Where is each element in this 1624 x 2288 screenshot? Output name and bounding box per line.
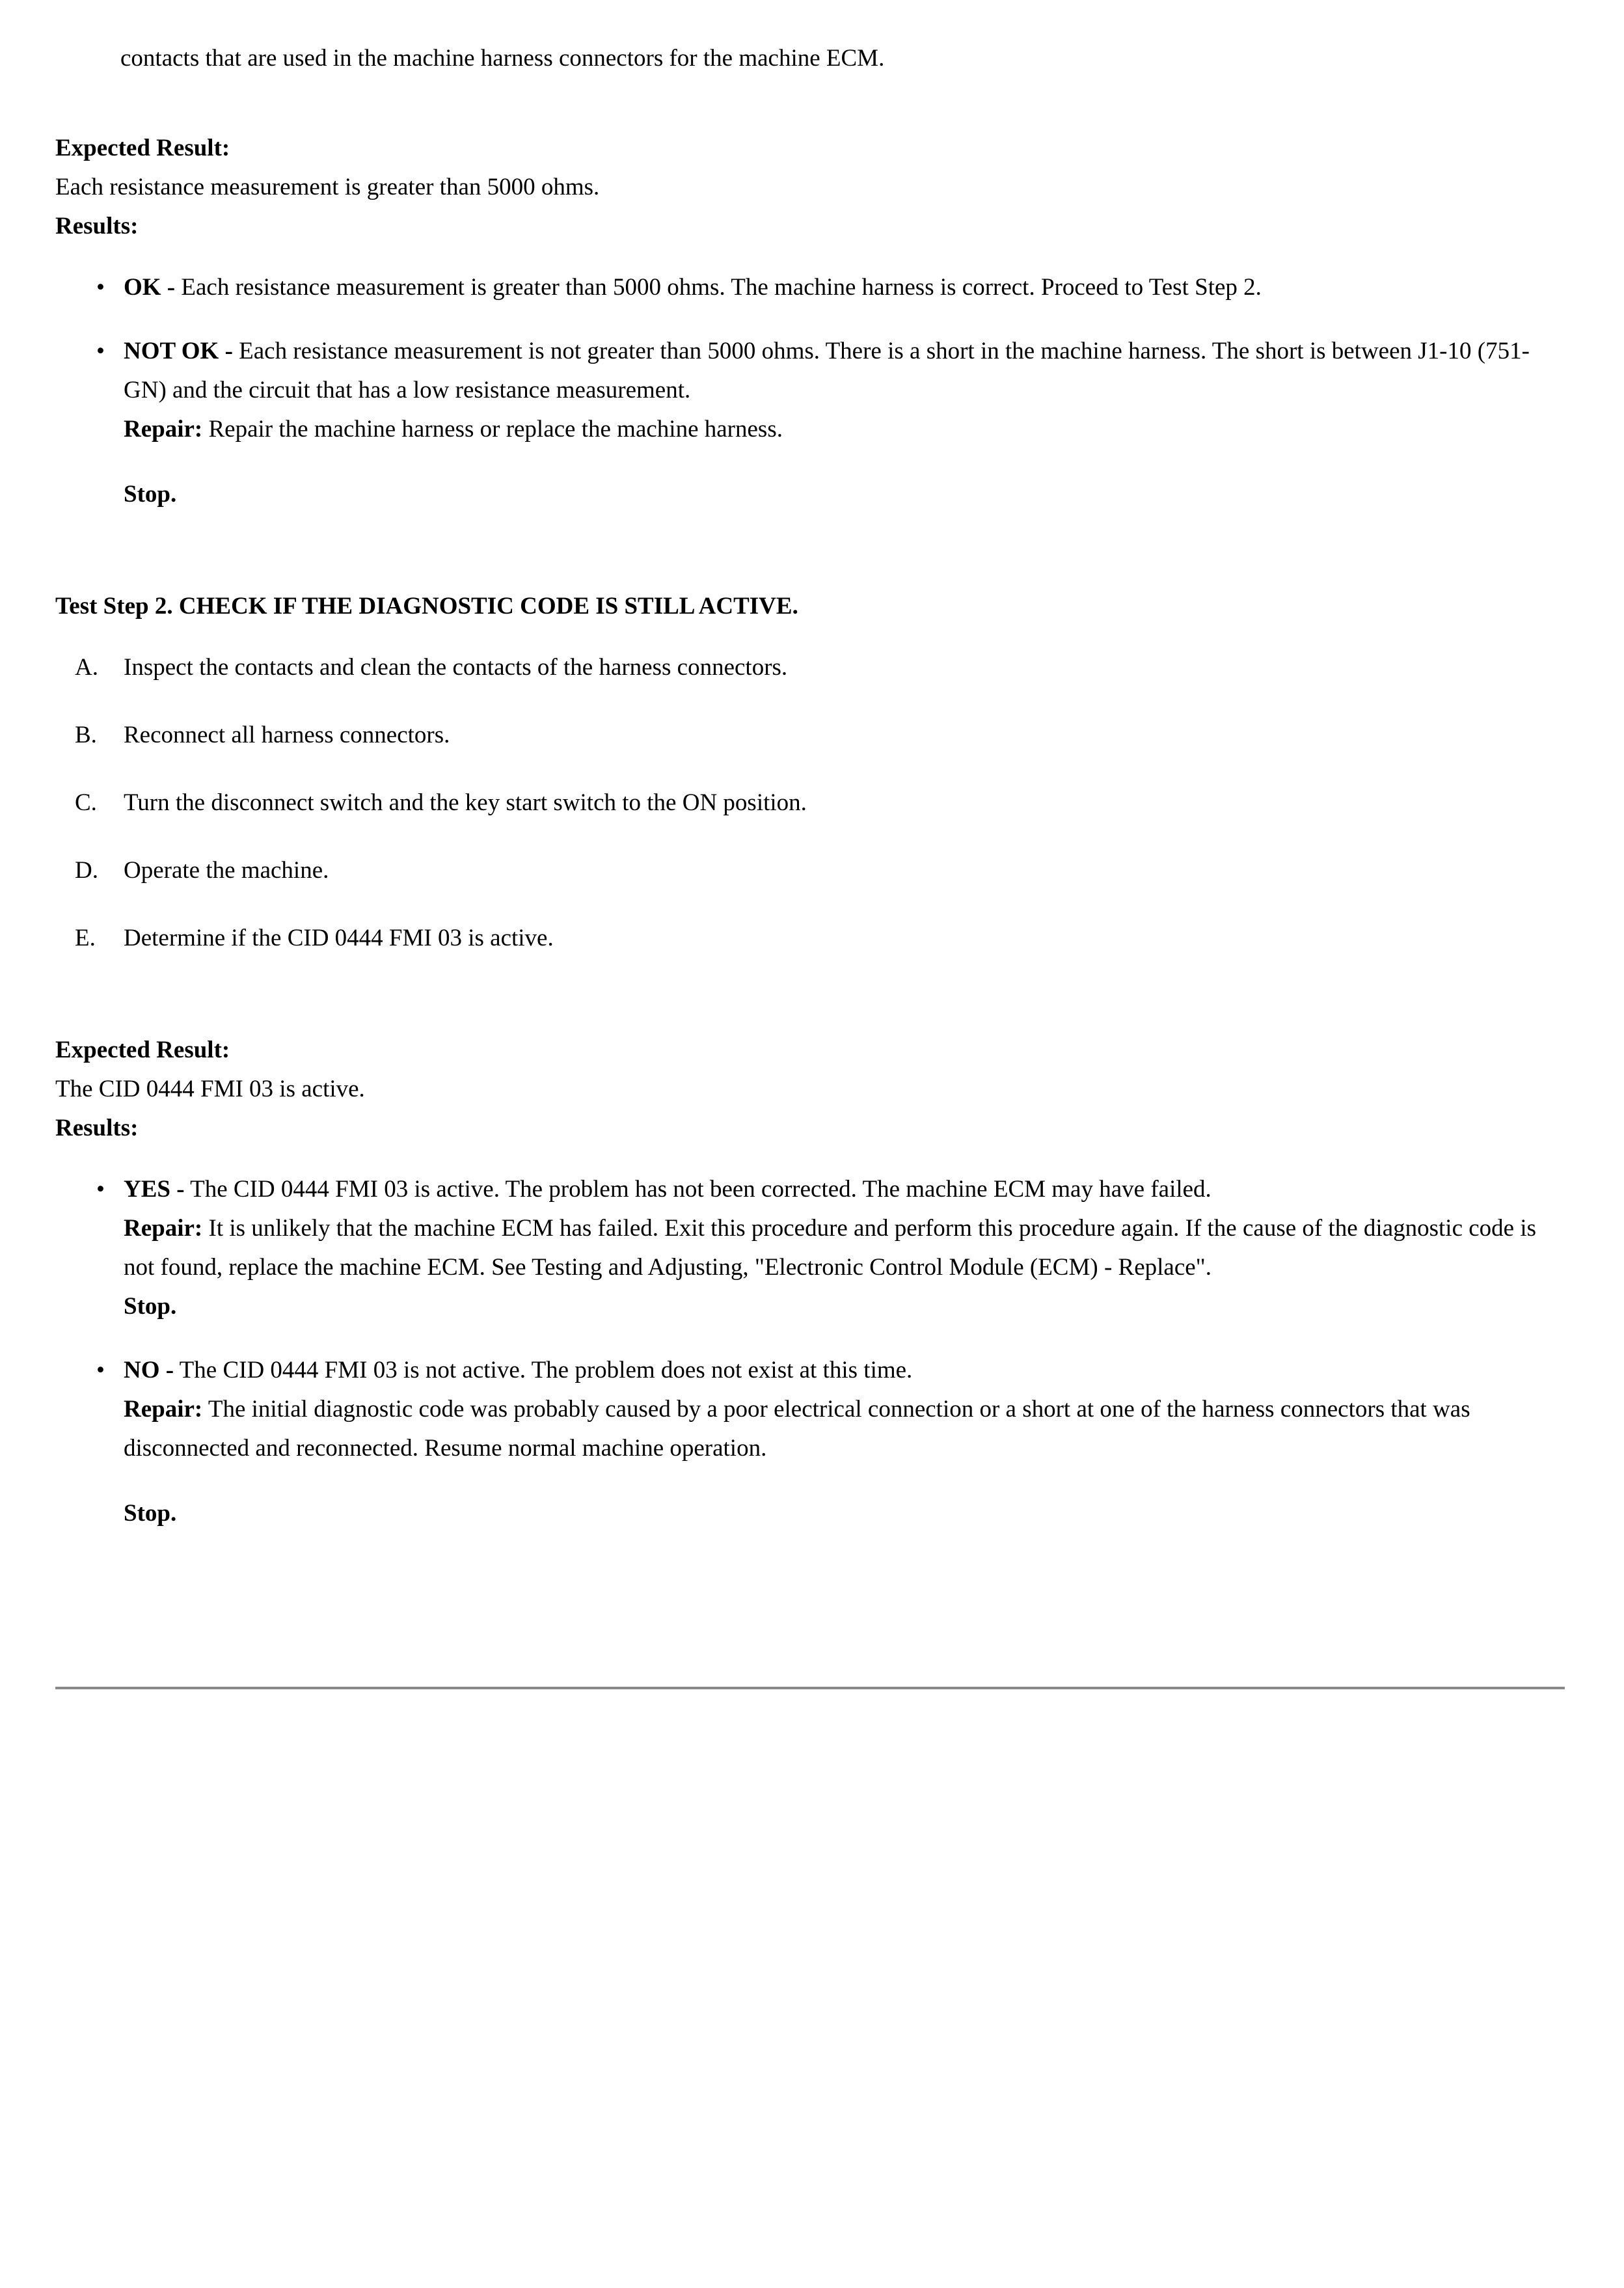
expected-result-label-2: Expected Result:	[55, 1037, 230, 1063]
footer-divider	[55, 1687, 1565, 1689]
list-item	[55, 919, 1568, 958]
bullet-marker-icon: •	[96, 274, 105, 301]
repair-text: It is unlikely that the machine ECM has failed. Exit this procedure and perform this procedure again. If the cause of the diagnostic code is not found, replace the machine ECM. See Testing and Adjusting, "Electronic Control Module (ECM) - Replace".	[124, 1215, 1537, 1281]
step-marker: C.	[75, 789, 97, 816]
lead-continuation-paragraph: contacts that are used in the machine harness connectors for the machine ECM.	[120, 45, 885, 72]
result-label: NO -	[124, 1357, 174, 1383]
expected-result-label-1: Expected Result:	[55, 135, 230, 161]
step-text: Determine if the CID 0444 FMI 03 is active.	[124, 925, 554, 951]
bullet-marker-icon: •	[96, 1176, 105, 1203]
step-text: Turn the disconnect switch and the key start switch to the ON position.	[124, 789, 807, 816]
expected-result-text-1: Each resistance measurement is greater than 5000 ohms.	[55, 174, 600, 200]
stop-text: Stop.	[124, 1293, 177, 1320]
test-step-two-section	[55, 587, 1568, 958]
repair-label: Repair:	[124, 416, 203, 443]
step-marker: A.	[75, 654, 98, 681]
step-marker: B.	[75, 722, 97, 748]
list-item	[55, 648, 1568, 687]
repair-line	[124, 1390, 1568, 1468]
spacer	[55, 1148, 1568, 1170]
spacer	[55, 246, 1568, 268]
list-item	[55, 1170, 1568, 1326]
test-step-heading: Test Step 2. CHECK IF THE DIAGNOSTIC CODE IS STILL ACTIVE.	[55, 593, 798, 620]
results-bullet-list-1	[55, 268, 1568, 514]
repair-line	[124, 1209, 1568, 1287]
expected-result-text-2: The CID 0444 FMI 03 is active.	[55, 1076, 365, 1102]
step-text: Reconnect all harness connectors.	[124, 722, 450, 748]
stop-text: Stop.	[124, 1500, 177, 1527]
result-text: The CID 0444 FMI 03 is active. The problem has not been corrected. The machine ECM may have failed.	[190, 1176, 1211, 1203]
list-item	[55, 851, 1568, 890]
list-item	[55, 783, 1568, 823]
repair-text: The initial diagnostic code was probably caused by a poor electrical connection or a short at one of the harness connectors that was disconnected and reconnected. Resume normal machine operation.	[124, 1396, 1470, 1462]
step-marker: E.	[75, 925, 96, 951]
bullet-marker-icon: •	[96, 1357, 105, 1383]
result-label: YES -	[124, 1176, 185, 1203]
result-text: Each resistance measurement is greater than 5000 ohms. The machine harness is correct. Proceed to Test Step 2.	[181, 274, 1262, 301]
section-one	[55, 129, 1568, 514]
repair-label: Repair:	[124, 1396, 203, 1423]
spacer	[55, 565, 1568, 587]
spacer	[55, 514, 1568, 565]
list-item	[55, 1351, 1568, 1533]
list-item	[55, 268, 1568, 307]
results-label-2: Results:	[55, 1115, 139, 1141]
repair-label: Repair:	[124, 1215, 203, 1242]
results-label-1: Results:	[55, 213, 139, 239]
repair-text: Repair the machine harness or replace the machine harness.	[208, 416, 783, 443]
page-content	[55, 0, 1568, 1533]
repair-line	[124, 410, 1568, 449]
spacer	[55, 958, 1568, 1009]
section-two	[55, 1031, 1568, 1533]
result-label: NOT OK -	[124, 338, 233, 364]
step-text: Inspect the contacts and clean the contacts of the harness connectors.	[124, 654, 788, 681]
spacer	[55, 626, 1568, 648]
list-item	[55, 716, 1568, 755]
spacer	[55, 1009, 1568, 1031]
result-text: Each resistance measurement is not greater than 5000 ohms. There is a short in the machine harness. The short is between J1-10 (751-GN) and the circuit that has a low resistance measurement.	[124, 338, 1530, 403]
result-label: OK -	[124, 274, 176, 301]
result-text: The CID 0444 FMI 03 is not active. The problem does not exist at this time.	[179, 1357, 913, 1383]
stop-text: Stop.	[124, 481, 177, 508]
list-item	[55, 332, 1568, 514]
results-bullet-list-2	[55, 1170, 1568, 1533]
step-text: Operate the machine.	[124, 857, 329, 884]
step-marker: D.	[75, 857, 98, 884]
bullet-marker-icon: •	[96, 338, 105, 364]
test-step-procedure-list	[55, 648, 1568, 958]
spacer	[55, 78, 1568, 129]
